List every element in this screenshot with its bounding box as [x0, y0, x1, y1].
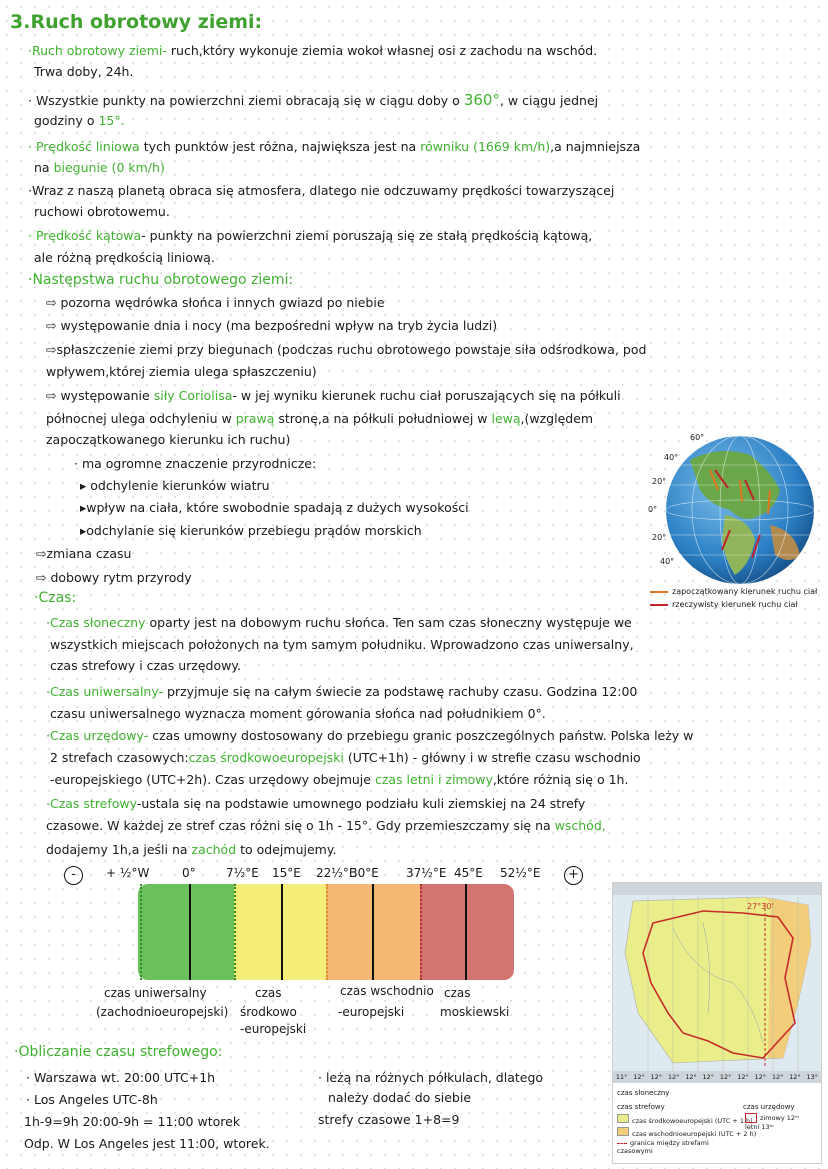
line: ▸odchylanie się kierunków przebiegu prądów morskich	[80, 523, 422, 538]
meridian-line	[465, 884, 467, 980]
line: · ma ogromne znaczenie przyrodnicze:	[74, 456, 317, 471]
map-tick: 13°	[806, 1073, 819, 1081]
map-tick: 11°	[615, 1073, 628, 1081]
meridian-line	[189, 884, 191, 980]
line: ale różną prędkością liniową.	[34, 250, 215, 265]
latitude-label: 20°	[652, 533, 667, 542]
map-tick: 12°	[667, 1073, 680, 1081]
map-tick: 12°	[719, 1073, 732, 1081]
map-legend-item: czas wschodnioeuropejski (UTC + 2 h)	[617, 1126, 756, 1142]
plus-circle: +	[564, 866, 583, 885]
line: ·Czas urzędowy- czas umowny dostosowany do przebiegu granic poszczególnych państw. Polska leży w	[46, 728, 694, 743]
tick-label: 52½°E	[500, 866, 541, 880]
minus-circle: -	[64, 866, 83, 885]
tick-label: 30°E	[350, 866, 379, 880]
line: zapoczątkowanego kierunku ich ruchu)	[46, 432, 291, 447]
map-tick: 12°	[754, 1073, 767, 1081]
tick-label: 37½°E	[406, 866, 447, 880]
globe-diagram	[630, 430, 826, 610]
zone-label: moskiewski	[440, 1005, 510, 1019]
map-tick: 12°	[685, 1073, 697, 1081]
map-tick: 12°	[771, 1073, 784, 1081]
latitude-label: 40°	[664, 453, 679, 462]
line: ⇨spłaszczenie ziemi przy biegunach (podczas ruchu obrotowego powstaje siła odśrodkowa, pod	[46, 342, 647, 357]
line: ruchowi obrotowemu.	[34, 204, 170, 219]
poland-time-map	[612, 882, 822, 1164]
line: ·Czas słoneczny oparty jest na dobowym ruchu słońca. Ten sam czas słoneczny występuje we	[46, 615, 632, 630]
zone-label: czas	[444, 986, 471, 1000]
zone-green	[138, 884, 234, 980]
tick-label: 45°E	[454, 866, 483, 880]
line: wpływem,której ziemia ulega spłaszczeniu)	[46, 364, 317, 379]
line: 2 strefach czasowych:czas środkowoeuropejski (UTC+1h) - główny i w strefie czasu wschodnio	[50, 750, 641, 765]
line: · Prędkość kątowa- punkty na powierzchni ziemi poruszają się ze stałą prędkością kątową,	[28, 228, 593, 243]
line: czasowe. W każdej ze stref czas różni się o 1h - 15°. Gdy przemieszczamy się na wschód,	[46, 818, 606, 833]
tick-label: 7½°E	[226, 866, 259, 880]
map-legend-title: czas słoneczny	[617, 1089, 670, 1097]
tick-label: 0°	[182, 866, 196, 880]
line: · Los Angeles UTC-8h	[26, 1092, 158, 1107]
tick-label: 15°E	[272, 866, 301, 880]
line: ·Czas strefowy-ustala się na podstawie umownego podziału kuli ziemskiej na 24 strefy	[46, 796, 586, 811]
tick-label: + ½°W	[106, 866, 150, 880]
line: Trwa doby, 24h.	[34, 64, 134, 79]
zone-label: (zachodnioeuropejski)	[96, 1005, 229, 1019]
map-tick: 12°	[737, 1073, 749, 1081]
map-bottom-ticks	[613, 1071, 821, 1083]
latitude-label: 0°	[648, 505, 658, 514]
line: · Wszystkie punkty na powierzchni ziemi obracają się w ciągu doby o 360°, w ciągu jednej	[28, 91, 599, 109]
line: ▸wpływ na ciała, które swobodnie spadają z dużych wysokości	[80, 500, 469, 515]
zone-label: -europejski	[338, 1005, 405, 1019]
section-heading: ·Czas:	[34, 590, 77, 606]
tick-label: 22½°E	[316, 866, 357, 880]
line: · leżą na różnych półkulach, dlatego	[318, 1070, 544, 1085]
line: Odp. W Los Angeles jest 11:00, wtorek.	[24, 1136, 270, 1151]
meridian-line	[281, 884, 283, 980]
zone-boundary	[140, 884, 142, 980]
map-legend-item: zimowy 12ᵐ letni 13ᵐ	[745, 1114, 800, 1131]
line: · Prędkość liniowa tych punktów jest różna, największa jest na równiku (1669 km/h),a najmniejsza	[28, 139, 641, 154]
line: ⇨ dobowy rytm przyrody	[36, 570, 192, 585]
map-tick: 12°	[702, 1073, 715, 1081]
map-legend-item: czas środkowoeuropejski (UTC + 1 h)	[617, 1113, 753, 1129]
map-image	[613, 883, 821, 1083]
map-legend-item: granica między strefami czasowymi	[617, 1139, 709, 1155]
line: ⇨ pozorna wędrówka słońca i innych gwiazd po niebie	[46, 295, 385, 310]
map-legend-title: czas urzędowy	[743, 1103, 795, 1111]
line: czas strefowy i czas urzędowy.	[50, 658, 241, 673]
section-heading: ·Następstwa ruchu obrotowego ziemi:	[28, 272, 294, 288]
line: czasu uniwersalnego wyznacza moment górowania słońca nad południkiem 0°.	[50, 706, 546, 721]
latitude-label: 60°	[690, 433, 705, 442]
line: strefy czasowe 1+8=9	[318, 1112, 460, 1127]
zone-red	[420, 884, 514, 980]
line: ⇨ występowanie siły Coriolisa- w jej wyniku kierunek ruchu ciał poruszających się na półkuli	[46, 388, 621, 403]
line: dodajemy 1h,a jeśli na zachód to odejmujemy.	[46, 842, 337, 857]
globe-legend-item: zapoczątkowany kierunek ruchu ciał	[650, 584, 817, 600]
zone-label: czas	[255, 986, 282, 1000]
zone-label: środkowo	[240, 1005, 297, 1019]
line: ▸ odchylenie kierunków wiatru	[80, 478, 270, 493]
zone-label: -europejski	[240, 1022, 307, 1036]
map-tick: 12°	[633, 1073, 645, 1081]
zone-boundary	[326, 884, 328, 980]
map-legend-title: czas strefowy	[617, 1103, 665, 1111]
map-top-label: 27°30'	[747, 902, 774, 911]
zone-boundary	[420, 884, 422, 980]
line: ·Czas uniwersalny- przyjmuje się na całym świecie za podstawę rachuby czasu. Godzina 12:00	[46, 684, 638, 699]
line: ·Ruch obrotowy ziemi- ruch,który wykonuje ziemia wokoł własnej osi z zachodu na wschód.	[28, 43, 598, 58]
line: ·Wraz z naszą planetą obraca się atmosfera, dlatego nie odczuwamy prędkości towarzyszącej	[28, 183, 615, 198]
zone-yellow	[234, 884, 326, 980]
meridian-line	[372, 884, 374, 980]
latitude-label: 20°	[652, 477, 667, 486]
line: wszystkich miejscach położonych na tym samym południku. Wprowadzono czas uniwersalny,	[50, 637, 634, 652]
latitude-label: 40°	[660, 557, 675, 566]
section-heading: ·Obliczanie czasu strefowego:	[14, 1044, 223, 1060]
line: należy dodać do siebie	[328, 1090, 472, 1105]
line: · Warszawa wt. 20:00 UTC+1h	[26, 1070, 216, 1085]
line: ⇨zmiana czasu	[36, 546, 132, 561]
map-tick: 12°	[789, 1073, 801, 1081]
line: 1h-9=9h 20:00-9h = 11:00 wtorek	[24, 1114, 241, 1129]
globe-image	[630, 430, 826, 610]
line: ⇨ występowanie dnia i nocy (ma bezpośredni wpływ na tryb życia ludzi)	[46, 318, 498, 333]
map-tick: 12°	[650, 1073, 663, 1081]
zone-boundary	[234, 884, 236, 980]
zone-label: czas uniwersalny	[104, 986, 207, 1000]
page-title: 3.Ruch obrotowy ziemi:	[10, 11, 263, 33]
line: na biegunie (0 km/h)	[34, 160, 165, 175]
line: godziny o 15°.	[34, 113, 125, 128]
line: północnej ulega odchyleniu w prawą stronę,a na półkuli południowej w lewą,(względem	[46, 411, 594, 426]
globe-legend-item: rzeczywisty kierunek ruchu ciał	[650, 597, 798, 613]
line: -europejskiego (UTC+2h). Czas urzędowy obejmuje czas letni i zimowy,które różnią się o 1h.	[50, 772, 629, 787]
zone-label: czas wschodnio	[340, 984, 434, 998]
